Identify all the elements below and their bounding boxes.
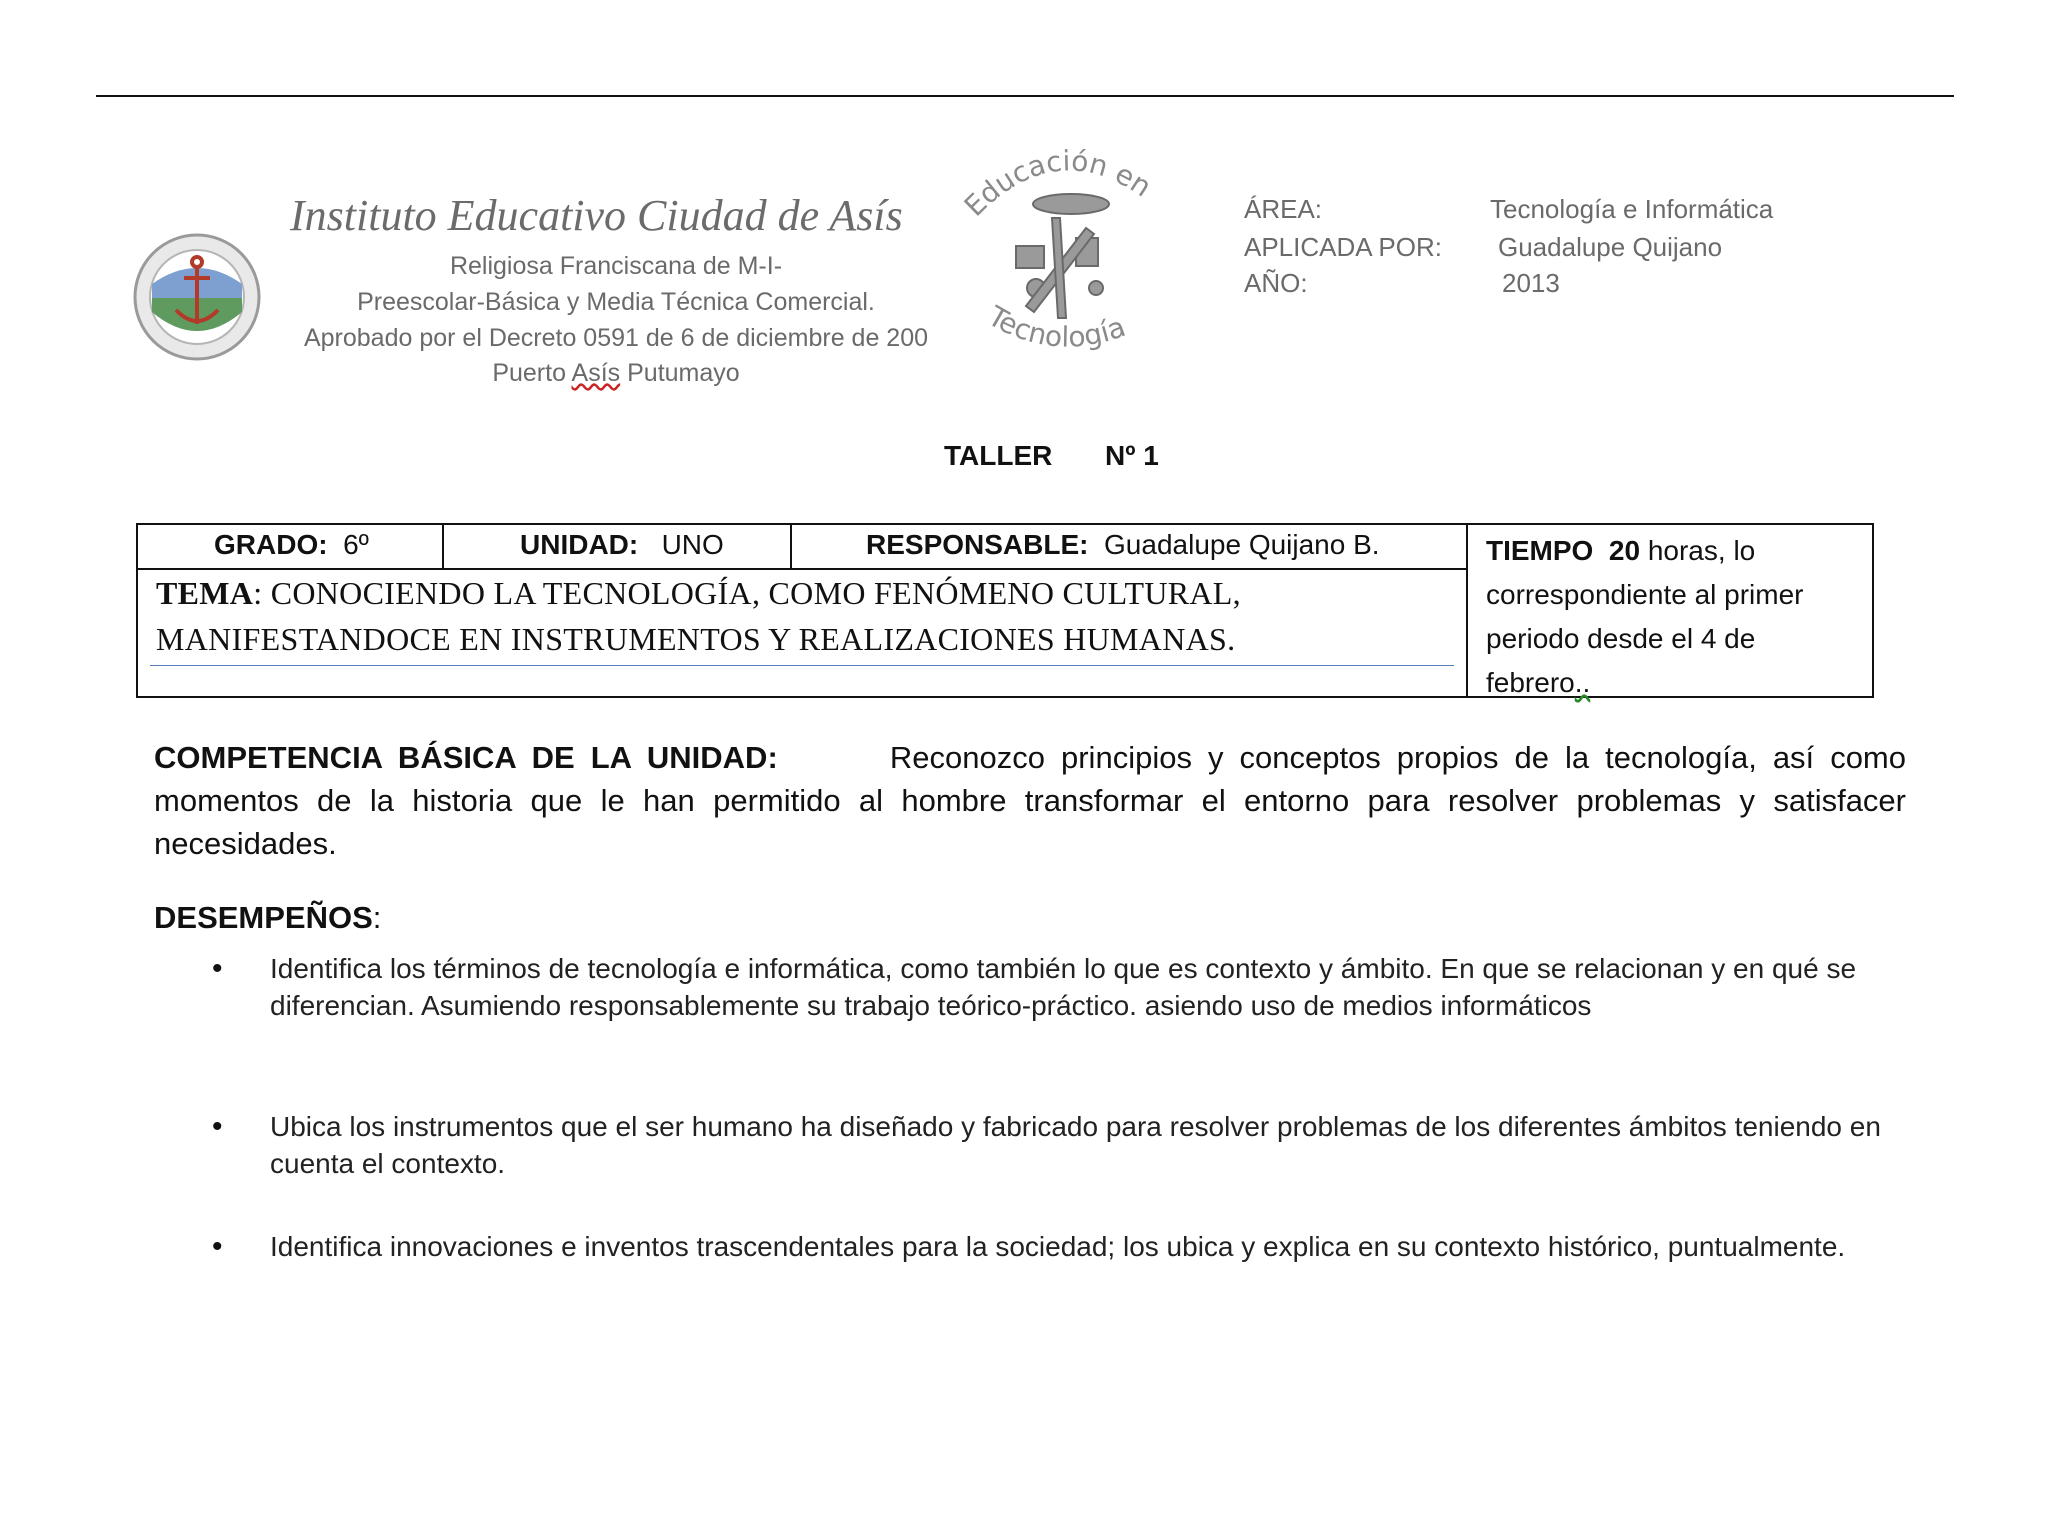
competencia-text: Reconozco principios y conceptos propios de la tecnología, así como momentos de la historia que le han permitido al hombre transformar el entorno para resolver problemas y satisfacer necesidades.	[154, 740, 1906, 861]
taller-number: Nº 1	[1105, 440, 1159, 471]
tema-line-1: TEMA: CONOCIENDO LA TECNOLOGÍA, COMO FENÓMENO CULTURAL,	[156, 575, 1241, 611]
competencia-paragraph	[154, 736, 1906, 865]
institution-line-4: Puerto Asís Putumayo	[492, 359, 740, 387]
meta-year-value: 2013	[1502, 268, 1560, 298]
desempeno-item-1: Identifica los términos de tecnología e informática, como también lo que es contexto y ámbito. En que se relacionan y en qué se diferencian. Asumiendo responsablemente su trabajo teórico-práctico. asiendo uso de medios informáticos	[270, 953, 1857, 1021]
meta-applied-by-value: Guadalupe Quijano	[1498, 232, 1723, 262]
unidad-cell: UNIDAD: UNO	[520, 529, 724, 560]
top-rule	[96, 95, 1954, 97]
desempenos-heading: DESEMPEÑOS:	[154, 900, 382, 935]
taller-label: TALLER	[944, 440, 1053, 471]
table-divider	[442, 525, 444, 570]
institution-line-1: Religiosa Franciscana de M-I-	[449, 252, 783, 280]
tema-line-2: MANIFESTANDOCE EN INSTRUMENTOS Y REALIZACIONES HUMANAS.	[156, 621, 1236, 657]
table-divider	[1466, 525, 1468, 696]
meta-year-label: AÑO:	[1244, 268, 1308, 298]
institution-title: Instituto Educativo Ciudad de Asís	[290, 191, 903, 240]
education-technology-logo	[956, 138, 1170, 374]
bullet-icon: •	[212, 1230, 223, 1263]
grado-cell: GRADO: 6º	[214, 529, 369, 560]
institution-line-3: Aprobado por el Decreto 0591 de 6 de diciembre de 200	[303, 324, 929, 352]
logo-bottom-text: Tecnología	[982, 299, 1130, 354]
info-table	[136, 523, 1874, 698]
meta-area-label: ÁREA:	[1244, 194, 1323, 224]
competencia-label: COMPETENCIA BÁSICA DE LA UNIDAD:	[154, 740, 778, 775]
responsable-cell: RESPONSABLE: Guadalupe Quijano B.	[866, 529, 1380, 560]
meta-applied-by-label: APLICADA POR:	[1244, 232, 1442, 262]
table-divider	[790, 525, 792, 570]
bullet-icon: •	[212, 952, 223, 985]
svg-text:Tecnología	[982, 299, 1130, 354]
desempeno-item-2: Ubica los instrumentos que el ser humano ha diseñado y fabricado para resolver problemas de los diferentes ámbitos teniendo en cuenta el contexto.	[270, 1111, 1881, 1179]
bullet-icon: •	[212, 1110, 223, 1143]
logo-top-text: Educación en	[957, 144, 1158, 223]
tiempo-cell: TIEMPO 20 horas, lo correspondiente al primer periodo desde el 4 de febrero..	[1486, 535, 1804, 698]
meta-area-value: Tecnología e Informática	[1490, 194, 1774, 224]
institution-line-2: Preescolar-Básica y Media Técnica Comercial.	[357, 288, 875, 316]
table-divider	[138, 568, 1466, 570]
table-underline	[150, 665, 1454, 666]
desempeno-item-3: Identifica innovaciones e inventos trascendentales para la sociedad; los ubica y explica en su contexto histórico, puntualmente.	[270, 1231, 1846, 1262]
school-seal-logo	[128, 232, 266, 362]
